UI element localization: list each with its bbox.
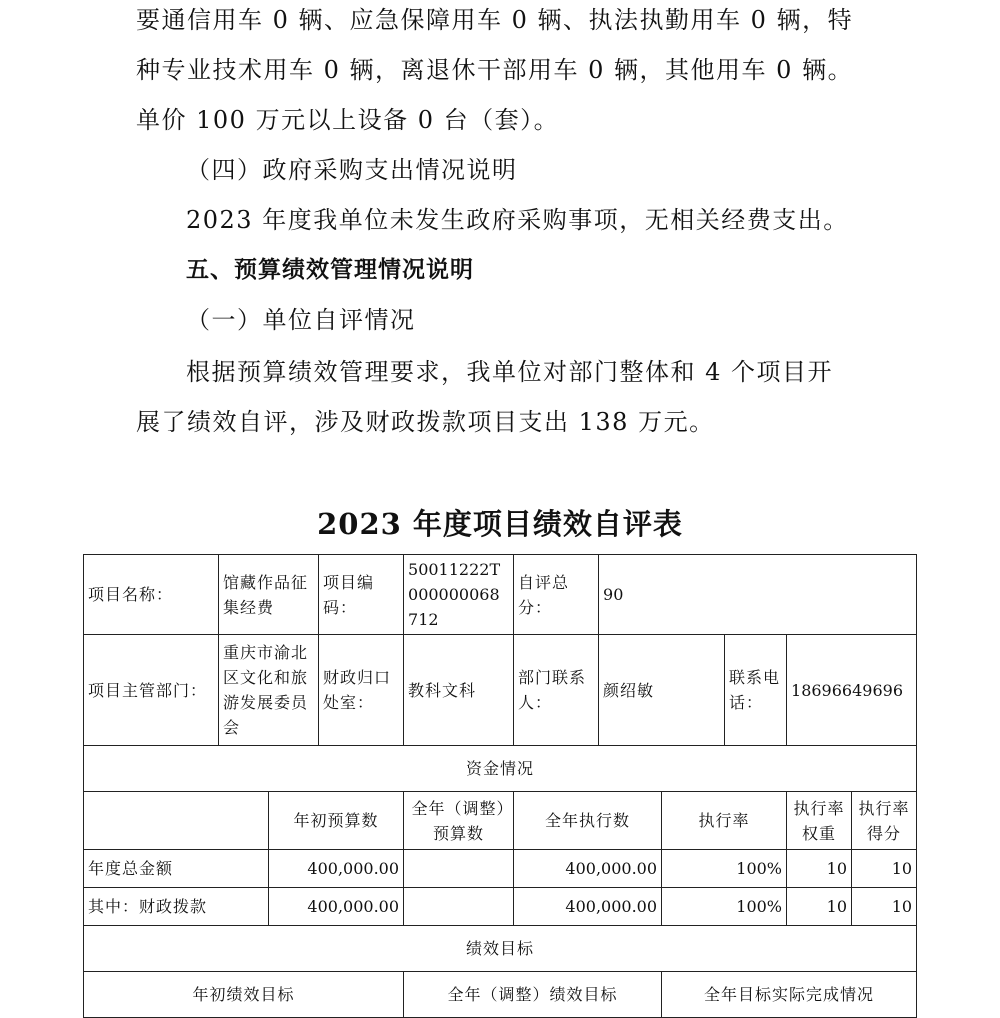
subsection1-heading: （一）单位自评情况 [186, 306, 416, 334]
row-initial: 400,000.00 [269, 888, 404, 926]
contact-label: 部门联系人： [514, 635, 599, 746]
funds-header: 资金情况 [84, 746, 917, 792]
body-line: 单价 100 万元以上设备 0 台（套）。 [136, 106, 560, 134]
row-initial: 400,000.00 [269, 850, 404, 888]
col-rate-weight: 执行率权重 [787, 792, 852, 850]
row-score: 10 [852, 850, 917, 888]
col-rate-score: 执行率得分 [852, 792, 917, 850]
col-executed: 全年执行数 [514, 792, 662, 850]
self-eval-line: 根据预算绩效管理要求，我单位对部门整体和 4 个项目开 [186, 358, 834, 386]
table-row [84, 850, 917, 888]
finance-office: 教科文科 [404, 635, 514, 746]
body-paragraph [136, 0, 876, 145]
self-eval-line: 展了绩效自评，涉及财政拨款项目支出 138 万元。 [136, 408, 715, 436]
col-adjusted-budget: 全年（调整）预算数 [404, 792, 514, 850]
self-eval-paragraph [136, 347, 876, 447]
dept: 重庆市渝北区文化和旅游发展委员会 [219, 635, 319, 746]
performance-table [83, 554, 917, 1018]
table-row [84, 888, 917, 926]
row-executed: 400,000.00 [514, 888, 662, 926]
contact: 颜绍敏 [599, 635, 725, 746]
goal-initial: 年初绩效目标 [84, 972, 404, 1018]
row-weight: 10 [787, 850, 852, 888]
project-name: 馆藏作品征集经费 [219, 555, 319, 635]
row-label: 其中：财政拨款 [84, 888, 269, 926]
row-rate: 100% [662, 888, 787, 926]
section4-text: 2023 年度我单位未发生政府采购事项，无相关经费支出。 [186, 206, 849, 234]
col-rate: 执行率 [662, 792, 787, 850]
section5-heading: 五、预算绩效管理情况说明 [186, 257, 474, 283]
body-line: 要通信用车 0 辆、应急保障用车 0 辆、执法执勤用车 0 辆，特 [136, 6, 854, 34]
row-score: 10 [852, 888, 917, 926]
row-adjusted [404, 850, 514, 888]
row-label: 年度总金额 [84, 850, 269, 888]
phone-label: 联系电话： [725, 635, 787, 746]
phone: 18696649696 [787, 635, 917, 746]
self-score-label: 自评总分： [514, 555, 599, 635]
row-weight: 10 [787, 888, 852, 926]
row-rate: 100% [662, 850, 787, 888]
dept-label: 项目主管部门： [84, 635, 219, 746]
goal-actual: 全年目标实际完成情况 [662, 972, 917, 1018]
finance-office-label: 财政归口处室： [319, 635, 404, 746]
goal-adjusted: 全年（调整）绩效目标 [404, 972, 662, 1018]
project-name-label: 项目名称： [84, 555, 219, 635]
row-executed: 400,000.00 [514, 850, 662, 888]
funds-corner [84, 792, 269, 850]
project-code-label: 项目编码： [319, 555, 404, 635]
body-line: 种专业技术用车 0 辆，离退休干部用车 0 辆，其他用车 0 辆。 [136, 56, 854, 84]
project-code: 50011222T000000068712 [404, 555, 514, 635]
table-title: 2023 年度项目绩效自评表 [317, 507, 683, 541]
section4-heading: （四）政府采购支出情况说明 [186, 156, 518, 184]
self-score: 90 [599, 555, 917, 635]
col-initial-budget: 年初预算数 [269, 792, 404, 850]
goals-header: 绩效目标 [84, 926, 917, 972]
row-adjusted [404, 888, 514, 926]
